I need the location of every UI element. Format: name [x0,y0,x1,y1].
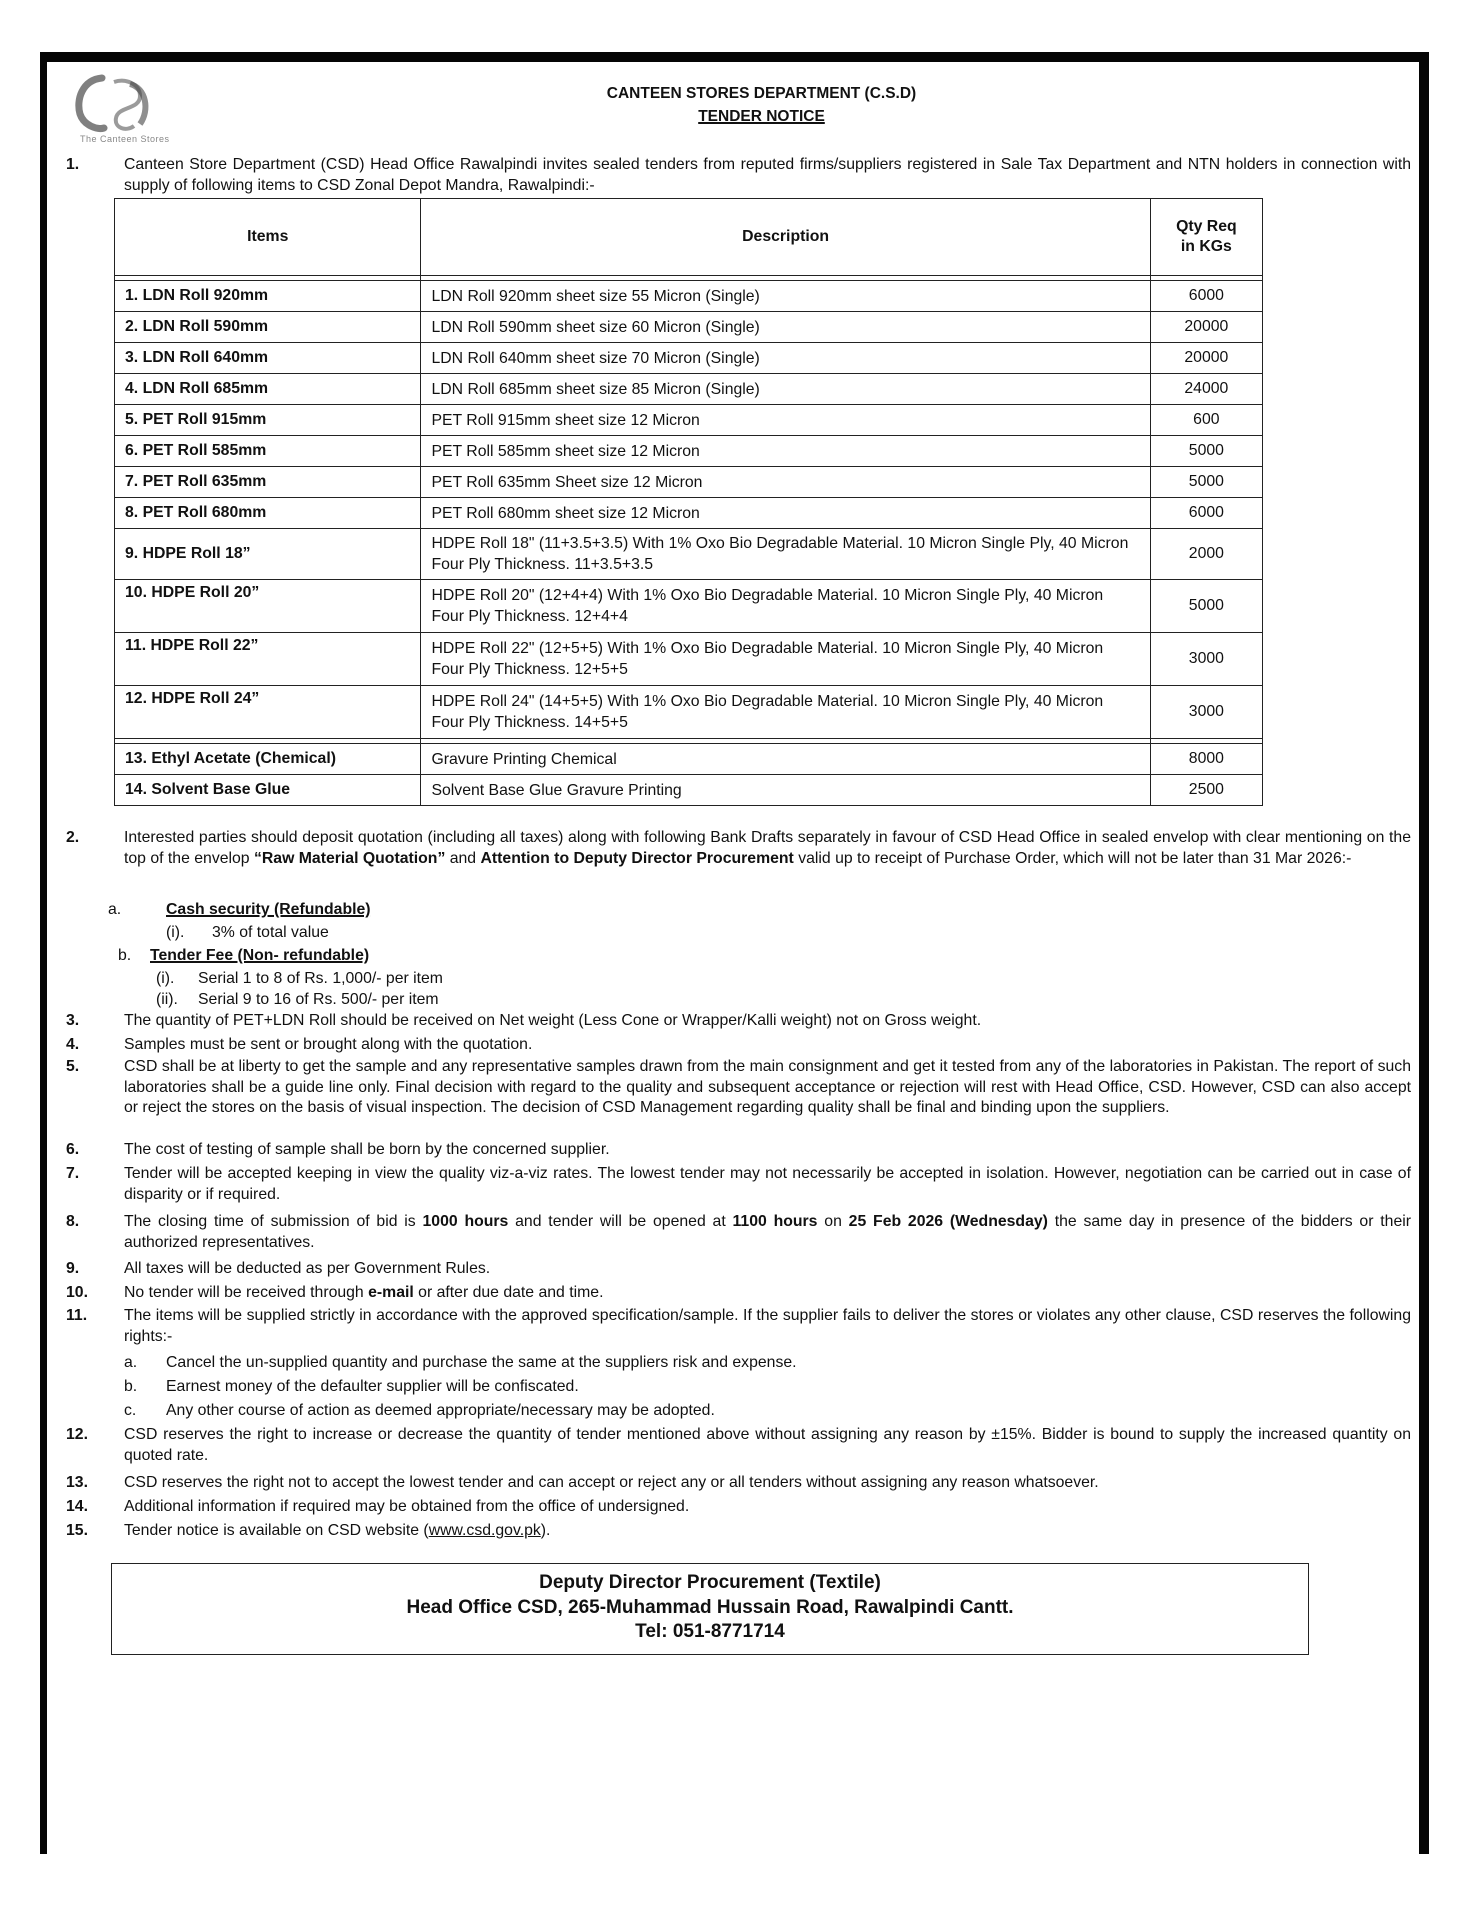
clause-2a-label: a. [108,901,122,918]
csd-website-link[interactable]: www.csd.gov.pk [428,1522,541,1539]
clause-11a-text: Cancel the un-supplied quantity and purchase the same at the suppliers risk and expense. [166,1354,797,1371]
table-row: 13. Ethyl Acetate (Chemical) Gravure Printing Chemical 8000 [115,744,1263,775]
table-row: 9. HDPE Roll 18” HDPE Roll 18" (11+3.5+3.5) With 1% Oxo Bio Degradable Material. 10 Micron Single Ply, 40 Micron Four Ply Thickness. 11+3.5+3.5 2000 [115,529,1263,580]
clause-2b-ii-label: (ii). [156,991,178,1008]
clause-14: 14. Additional information if required may be obtained from the office of undersigned. [66,1498,690,1515]
signature-address: Head Office CSD, 265-Muhammad Hussain Road, Rawalpindi Cantt. [406,1596,1014,1618]
doc-title: TENDER NOTICE [698,108,825,125]
clause-11b-text: Earnest money of the defaulter supplier will be confiscated. [166,1378,579,1395]
clause-10: 10. No tender will be received through e-mail or after due date and time. [66,1284,604,1301]
clause-2b-label: b. [118,947,132,964]
table-row: 1. LDN Roll 920mm LDN Roll 920mm sheet size 55 Micron (Single) 6000 [115,281,1263,312]
clause-9: 9. All taxes will be deducted as per Government Rules. [66,1260,491,1277]
table-row: 5. PET Roll 915mm PET Roll 915mm sheet size 12 Micron 600 [115,405,1263,436]
table-row: 8. PET Roll 680mm PET Roll 680mm sheet size 12 Micron 6000 [115,498,1263,529]
logo-caption: The Canteen Stores [80,134,170,144]
clause-5: 5. CSD shall be at liberty to get the sample and any representative samples drawn from the main consignment and get it tested from any of the laboratories in Pakistan. The report of such laboratories shall be a guide line only. Final decision with regard to the quality and subsequent acceptance or rejection will rest with Head Office, CSD. However, CSD can also accept or reject the stores on the basis of visual inspection. The decision of CSD Management regarding quality shall be final and binding upon the suppliers. [66,1058,1411,1116]
clause-11c-text: Any other course of action as deemed appropriate/necessary may be adopted. [166,1402,715,1419]
clause-6: 6. The cost of testing of sample shall be born by the concerned supplier. [66,1141,610,1158]
signature-title: Deputy Director Procurement (Textile) [539,1572,881,1593]
table-row: 4. LDN Roll 685mm LDN Roll 685mm sheet size 85 Micron (Single) 24000 [115,374,1263,405]
org-title: CANTEEN STORES DEPARTMENT (C.S.D) [606,85,917,102]
col-header-items: Items [115,199,421,276]
clause-2a-title: Cash security (Refundable) [166,901,371,918]
clause-11b-label: b. [124,1378,138,1395]
clause-2a-i-label: (i). [166,924,185,941]
table-row: 10. HDPE Roll 20” HDPE Roll 20" (12+4+4) With 1% Oxo Bio Degradable Material. 10 Micron Single Ply, 40 Micron Four Ply Thickness. 12+4+4 5000 [115,580,1263,633]
table-row: 7. PET Roll 635mm PET Roll 635mm Sheet size 12 Micron 5000 [115,467,1263,498]
table-row: 2. LDN Roll 590mm LDN Roll 590mm sheet size 60 Micron (Single) 20000 [115,312,1263,343]
clause-12: 12. CSD reserves the right to increase or decrease the quantity of tender mentioned above without assigning any reason by ±15%. Bidder is bound to supply the increased quantity on quoted rate. [66,1426,1411,1464]
clause-11: 11. The items will be supplied strictly in accordance with the approved specification/sample. If the supplier fails to deliver the stores or violates any other clause, CSD reserves the following rights:- [66,1307,1411,1345]
clause-11c-label: c. [124,1402,137,1419]
col-header-qty: Qty Req in KGs [1150,199,1262,276]
table-header-row [115,199,1263,276]
clause-2: 2. Interested parties should deposit quotation (including all taxes) along with following Bank Drafts separately in favour of CSD Head Office in sealed envelop with clear mentioning on the top of the envelop “Raw Material Quotation” and Attention to Deputy Director Procurement valid up to receipt of Purchase Order, which will not be later than 31 Mar 2026:- [66,829,1411,867]
table-row: 14. Solvent Base Glue Solvent Base Glue Gravure Printing 2500 [115,775,1263,806]
signature-phone: Tel: 051-8771714 [635,1621,785,1642]
clause-4: 4. Samples must be sent or brought along with the quotation. [66,1036,533,1053]
clause-2a-i-text: 3% of total value [212,924,329,941]
clause-15: 15. Tender notice is available on CSD website (www.csd.gov.pk). [66,1522,551,1539]
clause-1: 1. Canteen Store Department (CSD) Head Office Rawalpindi invites sealed tenders from reputed firms/suppliers registered in Sale Tax Department and NTN holders in connection with supply of following items to CSD Zonal Depot Mandra, Rawalpindi:- [66,156,1411,194]
items-table [114,198,1263,806]
clause-2b-i-label: (i). [156,970,175,987]
clause-2b-ii-text: Serial 9 to 16 of Rs. 500/- per item [198,991,439,1008]
clause-7: 7. Tender will be accepted keeping in view the quality viz-a-viz rates. The lowest tender may not necessarily be accepted in isolation. However, negotiation can be carried out in case of disparity or if required. [66,1165,1411,1203]
col-header-description: Description [421,199,1150,276]
table-row: 11. HDPE Roll 22” HDPE Roll 22" (12+5+5) With 1% Oxo Bio Degradable Material. 10 Micron Single Ply, 40 Micron Four Ply Thickness. 12+5+5 3000 [115,633,1263,686]
table-row: 3. LDN Roll 640mm LDN Roll 640mm sheet size 70 Micron (Single) 20000 [115,343,1263,374]
clause-2b-i-text: Serial 1 to 8 of Rs. 1,000/- per item [198,970,443,987]
clause-13: 13. CSD reserves the right not to accept the lowest tender and can accept or reject any or all tenders without assigning any reason whatsoever. [66,1474,1099,1491]
clause-8: 8. The closing time of submission of bid is 1000 hours and tender will be opened at 1100 hours on 25 Feb 2026 (Wednesday) the same day in presence of the bidders or their authorized representatives. [66,1213,1411,1251]
table-row: 6. PET Roll 585mm PET Roll 585mm sheet size 12 Micron 5000 [115,436,1263,467]
clause-11a-label: a. [124,1354,138,1371]
table-row: 12. HDPE Roll 24” HDPE Roll 24" (14+5+5) With 1% Oxo Bio Degradable Material. 10 Micron Single Ply, 40 Micron Four Ply Thickness. 14+5+5 3000 [115,686,1263,739]
clause-2b-title: Tender Fee (Non- refundable) [150,947,370,964]
signature-box [111,1563,1309,1655]
clause-3: 3. The quantity of PET+LDN Roll should be received on Net weight (Less Cone or Wrapper/Kalli weight) not on Gross weight. [66,1012,982,1029]
